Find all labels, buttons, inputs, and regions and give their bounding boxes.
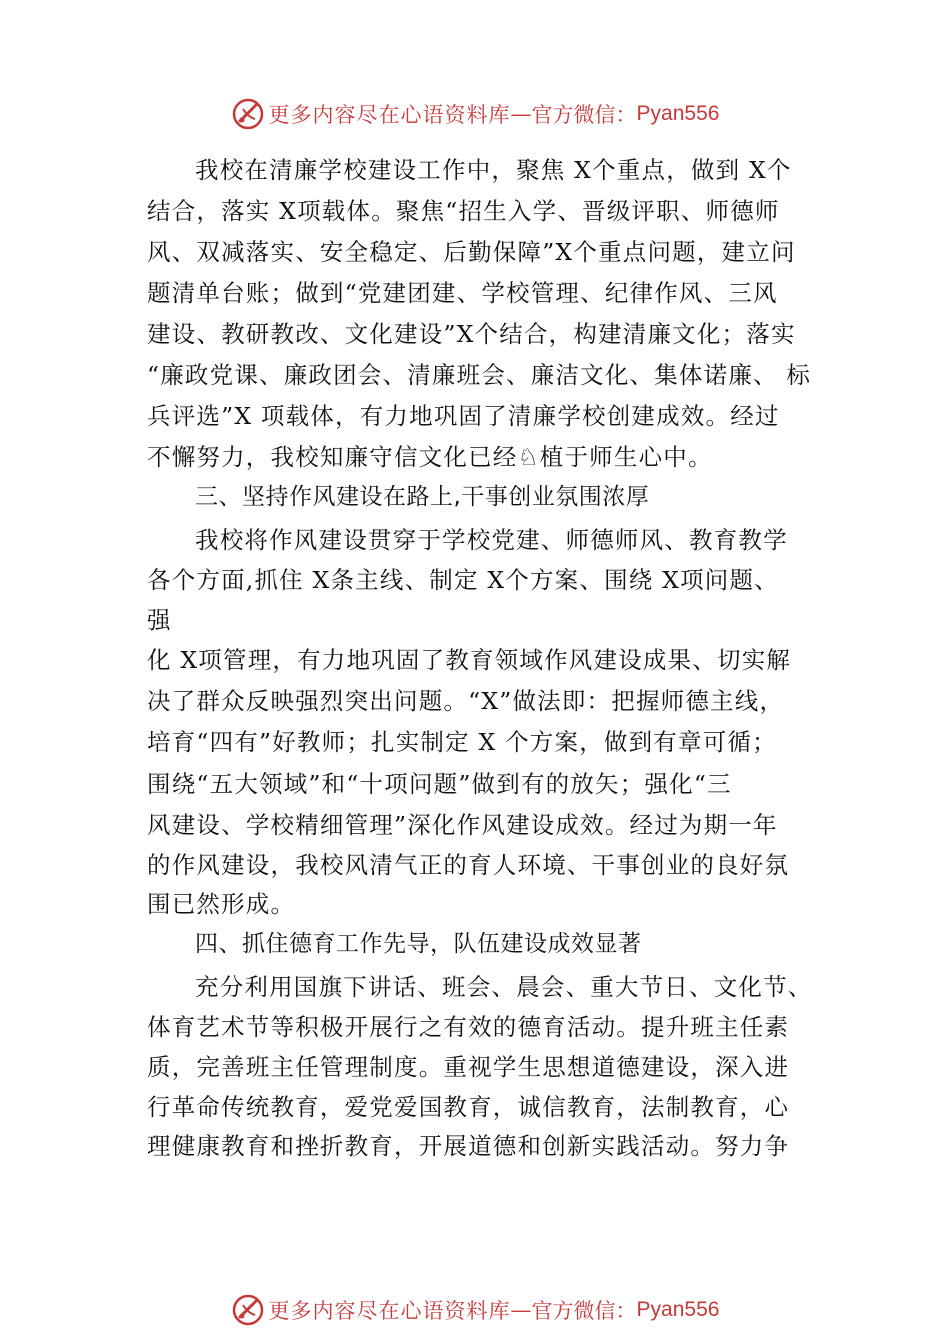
section-heading: 四、抓住德育工作先导，队伍建设成效显著 [195, 931, 642, 957]
paragraph-line: 决了群众反映强烈突出问题。“X”做法即：把握师德主线， [147, 687, 785, 715]
paragraph-line: 我校将作风建设贯穿于学校党建、师德师风、教育教学 [195, 526, 788, 554]
paragraph-line: 我校在清廉学校建设工作中，聚焦 X个重点，做到 X个 [195, 156, 792, 184]
watermark-text: 更多内容尽在心语资料库 [268, 103, 511, 127]
paragraph-line: 题清单台账；做到“党建团建、学校管理、纪律作风、三风 [147, 279, 778, 307]
paragraph-line: 建设、教研教改、文化建设”X个结合，构建清廉文化；落实 [147, 320, 796, 348]
paragraph-line: 的作风建设，我校风清气正的育人环境、干事创业的良好氛 [147, 851, 790, 879]
paragraph-line: 充分利用国旗下讲话、班会、晨会、重大节日、文化节、 [195, 973, 813, 1001]
paragraph-line: 各个方面,抓住 X条主线、制定 X个方案、围绕 X项问题、 [147, 566, 779, 594]
watermark-separator: — [510, 102, 532, 126]
paragraph-line: 培育“四有”好教师；扎实制定 X 个方案，做到有章可循； [147, 728, 777, 756]
logo-icon [231, 97, 265, 131]
paragraph-line: 风、双减落实、安全稳定、后勤保障”X个重点问题，建立问 [147, 238, 796, 266]
paragraph-line: “廉政党课、廉政团会、清廉班会、廉洁文化、集体诺廉、 标 [147, 361, 812, 389]
watermark-footer [0, 1290, 950, 1330]
logo-icon [231, 1293, 265, 1327]
paragraph-line: 不懈努力，我校知廉守信文化已经♘植于师生心中。 [147, 443, 713, 471]
watermark-text: 更多内容尽在心语资料库 [268, 1299, 511, 1323]
paragraph-line: 结合，落实 X项载体。聚焦“招生入学、晋级评职、师德师 [147, 197, 780, 225]
watermark-wechat-id: Pyan556 [636, 1298, 720, 1321]
watermark-header [0, 94, 950, 134]
watermark-wechat-label: 官方微信： [531, 103, 637, 127]
watermark-wechat-id: Pyan556 [636, 102, 720, 125]
section-heading: 三、坚持作风建设在路上,干事创业氛围浓厚 [195, 484, 650, 510]
paragraph-line: 行革命传统教育，爱党爱国教育，诚信教育，法制教育，心 [147, 1093, 790, 1121]
paragraph-line: 风建设、学校精细管理”深化作风建设成效。经过为期一年 [147, 811, 778, 839]
watermark-wechat-label: 官方微信： [531, 1299, 637, 1323]
paragraph-line: 围已然形成。 [147, 890, 296, 918]
paragraph-line: 化 X项管理，有力地巩固了教育领域作风建设成果、切实解 [147, 646, 792, 674]
watermark-separator: — [510, 1298, 532, 1322]
paragraph-line: 质，完善班主任管理制度。重视学生思想道德建设，深入进 [147, 1053, 790, 1081]
paragraph-line: 围绕“五大领域”和“十项问题”做到有的放矢；强化“三 [147, 770, 732, 798]
paragraph-line: 体育艺术节等积极开展行之有效的德育活动。提升班主任素 [147, 1013, 790, 1041]
paragraph-line: 理健康教育和挫折教育，开展道德和创新实践活动。努力争 [147, 1132, 790, 1160]
paragraph-line: 兵评选”X 项载体，有力地巩固了清廉学校创建成效。经过 [147, 402, 780, 430]
paragraph-line: 强 [147, 606, 172, 634]
